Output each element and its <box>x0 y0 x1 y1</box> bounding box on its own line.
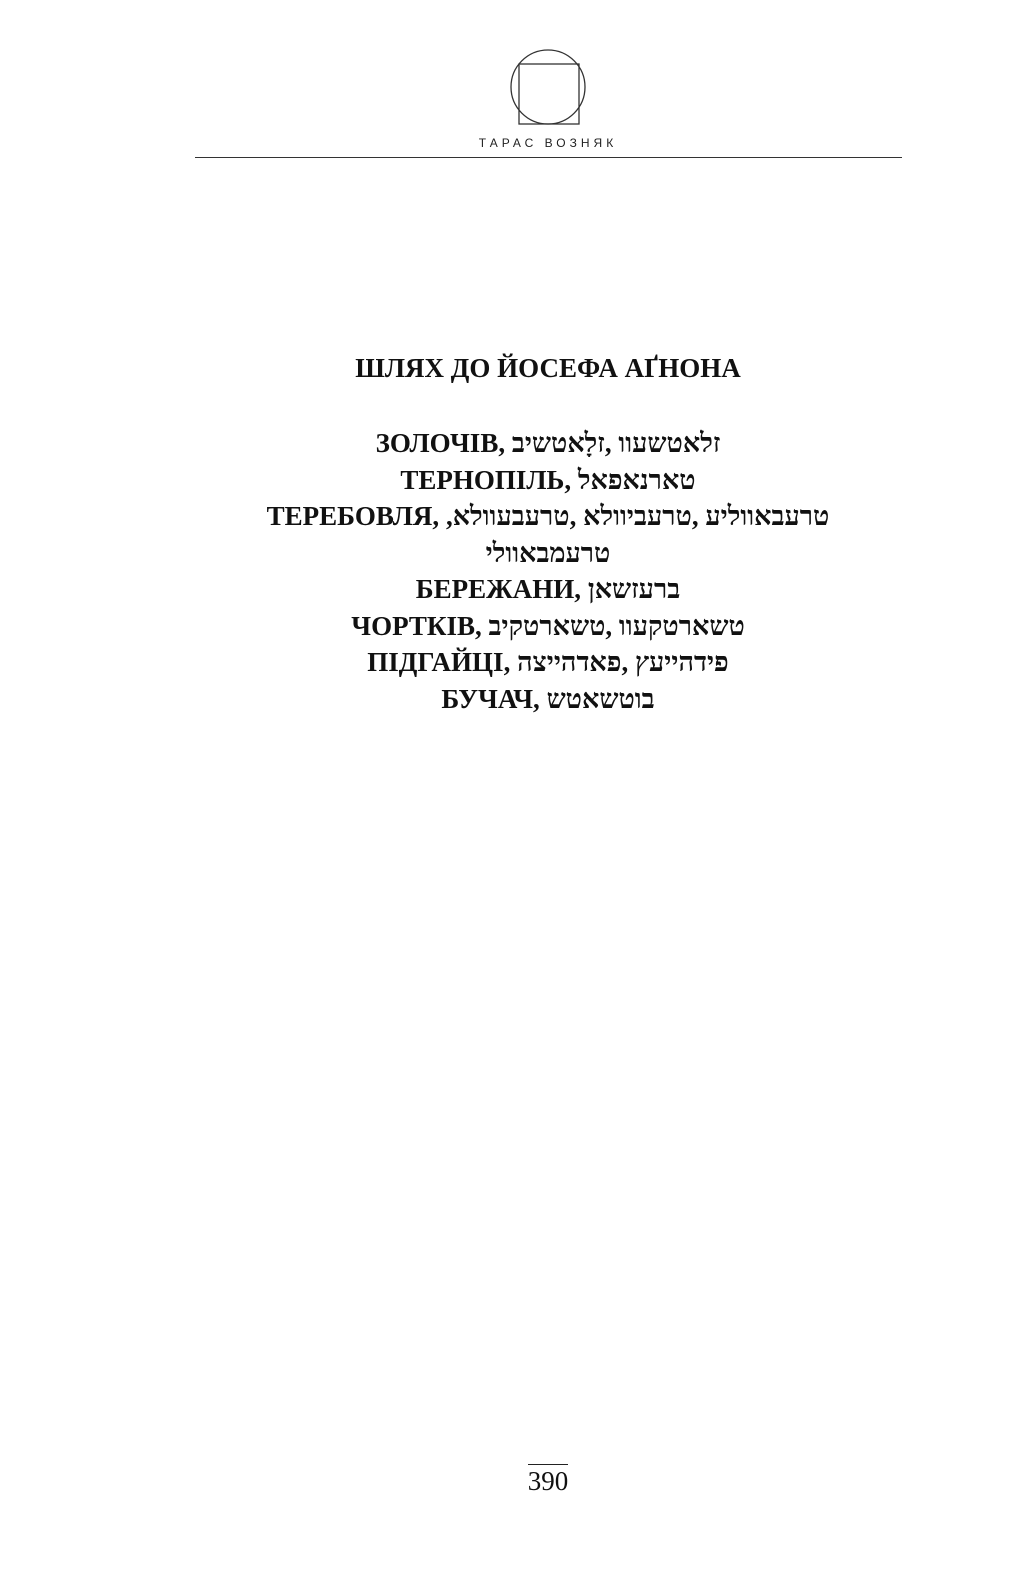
header-rule <box>195 157 902 158</box>
place-hebrew-names: טרעמבאוולי <box>485 537 611 568</box>
place-hebrew-names: בוטשאטש <box>546 683 655 714</box>
place-line-terebovlia-cont <box>200 535 896 572</box>
place-line-buchach <box>200 681 896 718</box>
place-name: ЗОЛОЧІВ, <box>375 428 512 458</box>
place-hebrew-names: ברעזשאן <box>587 574 681 604</box>
place-hebrew-names: טרעבאווליע ,טרעביוולא ,טרעבעוולא, <box>445 501 830 531</box>
place-line-pidhaitsi <box>200 644 896 681</box>
place-hebrew-names: טארנאפאל <box>577 464 696 495</box>
page-number: 390 <box>527 1466 569 1496</box>
circle-square-logo-icon <box>509 48 587 126</box>
page-number-container <box>0 1464 1024 1497</box>
place-name: БЕРЕЖАНИ, <box>415 574 588 604</box>
place-hebrew-names: פידהייעץ ,פאדהייצה <box>517 647 729 677</box>
place-line-berezhany <box>200 571 896 608</box>
place-name: ТЕРЕБОВЛЯ, <box>266 501 446 531</box>
place-line-terebovlia <box>200 498 896 535</box>
place-hebrew-names: טשארטקעוו ,טשארטקיב <box>488 610 745 641</box>
place-line-zolochiv <box>200 425 896 462</box>
place-hebrew-names: זלאטשעוו ,זלָאטשיב <box>511 428 721 458</box>
place-name: ТЕРНОПІЛЬ, <box>400 464 578 495</box>
place-line-ternopil <box>200 462 896 499</box>
running-head: ТАРАС ВОЗНЯК <box>478 136 618 150</box>
place-name: ЧОРТКІВ, <box>351 610 489 641</box>
place-names-list <box>200 425 896 717</box>
place-line-chortkiv <box>200 608 896 645</box>
place-name: ПІДГАЙЦІ, <box>367 647 518 677</box>
chapter-title: ШЛЯХ ДО ЙОСЕФА АҐНОНА <box>355 353 741 383</box>
place-name: БУЧАЧ, <box>441 683 547 714</box>
